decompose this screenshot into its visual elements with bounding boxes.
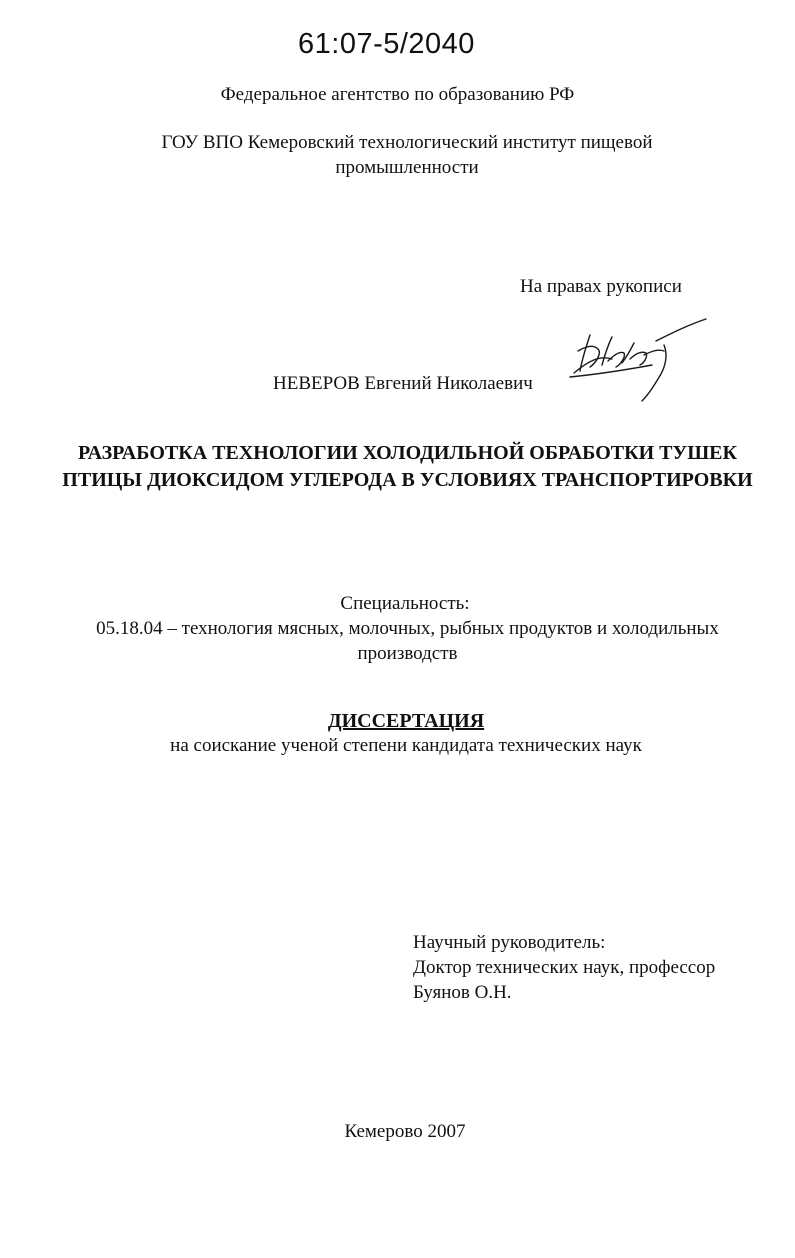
degree-text: на соискание ученой степени кандидата технических наук [170,735,642,756]
city-year: Кемерово 2007 [344,1121,466,1142]
dissertation-title: РАЗРАБОТКА ТЕХНОЛОГИИ ХОЛОДИЛЬНОЙ ОБРАБОТКИ ТУШЕК ПТИЦЫ ДИОКСИДОМ УГЛЕРОДА В УСЛОВИЯХ ТРАНСПОРТИРОВКИ [62,442,753,491]
supervisor-label: Научный руководитель: [413,932,606,953]
manuscript-note: На правах рукописи [520,276,682,297]
supervisor-title: Доктор технических наук, профессор [413,957,716,978]
document-type: ДИССЕРТАЦИЯ [327,710,485,732]
signature-icon [560,315,710,405]
supervisor-name: Буянов О.Н. [413,982,512,1003]
author-name: НЕВЕРОВ Евгений Николаевич [273,373,533,394]
catalog-number: 61:07-5/2040 [298,28,475,60]
specialty-label: Специальность: [340,593,470,614]
agency-name: Федеральное агентство по образованию РФ [220,84,575,105]
specialty-text: 05.18.04 – технология мясных, молочных, рыбных продуктов и холодильных производств [96,618,719,664]
institute-name: ГОУ ВПО Кемеровский технологический институт пищевой промышленности [161,132,653,178]
supervisor-block [413,930,715,1005]
